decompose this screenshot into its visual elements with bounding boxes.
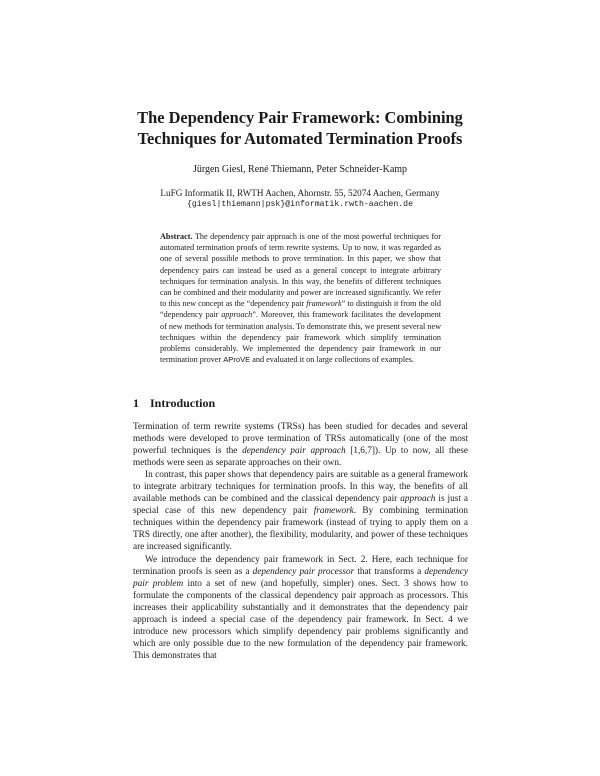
author-email: {giesl|thiemann|psk}@informatik.rwth-aachen.de <box>186 200 413 209</box>
abstract-text-a: The dependency pair approach is one of the most powerful techniques for automated termination proofs of term rewrite systems. Up to now, it was regarded as one of several possible methods to prove termination. In this paper, we show that dependency pairs can instead be used as a general concept to integrate arbitrary techniques for termination analysis. In this way, the benefits of different techniques can be combined and their modularity and power are increased significantly. We refer to this new concept as the “dependency pair <box>160 232 441 309</box>
paper-title <box>100 107 500 149</box>
intro-p3-b: that transforms a <box>354 566 425 577</box>
prover-name: AProVE <box>223 355 251 365</box>
author-list: Jürgen Giesl, René Thiemann, Peter Schneider-Kamp <box>192 164 408 175</box>
intro-p2-a: In contrast, this paper shows that dependency pairs are suitable as a general framework to integrate arbitrary techniques for termination proofs. In this way, the benefits of all available methods can be combined and the classical dependency pair <box>133 470 468 505</box>
section-heading-introduction <box>133 396 215 410</box>
abstract-em-approach: approach <box>221 310 253 320</box>
intro-paragraph-2 <box>133 469 468 553</box>
title-line-1: The Dependency Pair Framework: Combining <box>137 108 463 127</box>
intro-p2-b: is just a special case of this new dependency pair <box>133 494 469 517</box>
abstract-heading: Abstract. <box>160 232 193 241</box>
abstract-text-c: ”. Moreover, this framework facilitates the development of new methods for termination analysis. To demonstrate this, we present several new techniques within the dependency pair framework which simplify termination problems considerably. We implemented the dependency pair framework in our termination prover <box>160 310 441 365</box>
affiliation: LuFG Informatik II, RWTH Aachen, Ahornstr. 55, 52074 Aachen, Germany <box>160 188 440 198</box>
title-line-2: Techniques for Automated Termination Proofs <box>137 129 463 148</box>
intro-p1-text: Termination of term rewrite systems (TRSs) has been studied for decades and several methods were developed to prove termination of TRSs automatically (one of the most powerful techniques is the <box>133 422 468 457</box>
intro-p2-c: . By combining termination techniques within the dependency pair framework (instead of trying to apply them on a TRS directly, one after another), the flexibility, modularity, and power of these techniques are increased significantly. <box>133 506 468 553</box>
section-number: 1 <box>133 396 139 410</box>
abstract-em-framework: framework <box>306 299 342 309</box>
section-title: Introduction <box>150 396 216 410</box>
intro-paragraph-1 <box>133 421 468 469</box>
abstract-text-b: ” to distinguish it from the old “dependency pair <box>160 299 441 320</box>
introduction-body <box>133 421 468 662</box>
intro-p2-em2: framework <box>313 506 354 517</box>
intro-p2-em1: approach <box>400 494 436 505</box>
intro-p1-em: dependency pair approach <box>242 446 346 457</box>
intro-paragraph-3 <box>133 554 468 662</box>
intro-p3-em2: dependency pair problem <box>133 566 468 589</box>
abstract <box>160 231 441 365</box>
abstract-text-d: and evaluated it on large collections of examples. <box>250 355 415 365</box>
intro-p3-a: We introduce the dependency pair framework in Sect. 2. Here, each technique for termination proofs is seen as a <box>133 554 468 577</box>
intro-p3-em1: dependency pair processor <box>252 566 355 577</box>
intro-p3-c: into a set of new (and hopefully, simpler) ones. Sect. 3 shows how to formulate the components of the classical dependency pair approach as processors. This increases their applicability substantially and it demonstrates that the dependency pair approach is indeed a special case of the dependency pair framework. In Sect. 4 we introduce new processors which simplify dependency pair problems significantly and which are only possible due to the new formulation of the dependency pair framework. This demonstrates that <box>133 578 468 661</box>
intro-p1-end: [1,6,7]). Up to now, all these methods were seen as separate approaches on their own. <box>133 446 469 469</box>
